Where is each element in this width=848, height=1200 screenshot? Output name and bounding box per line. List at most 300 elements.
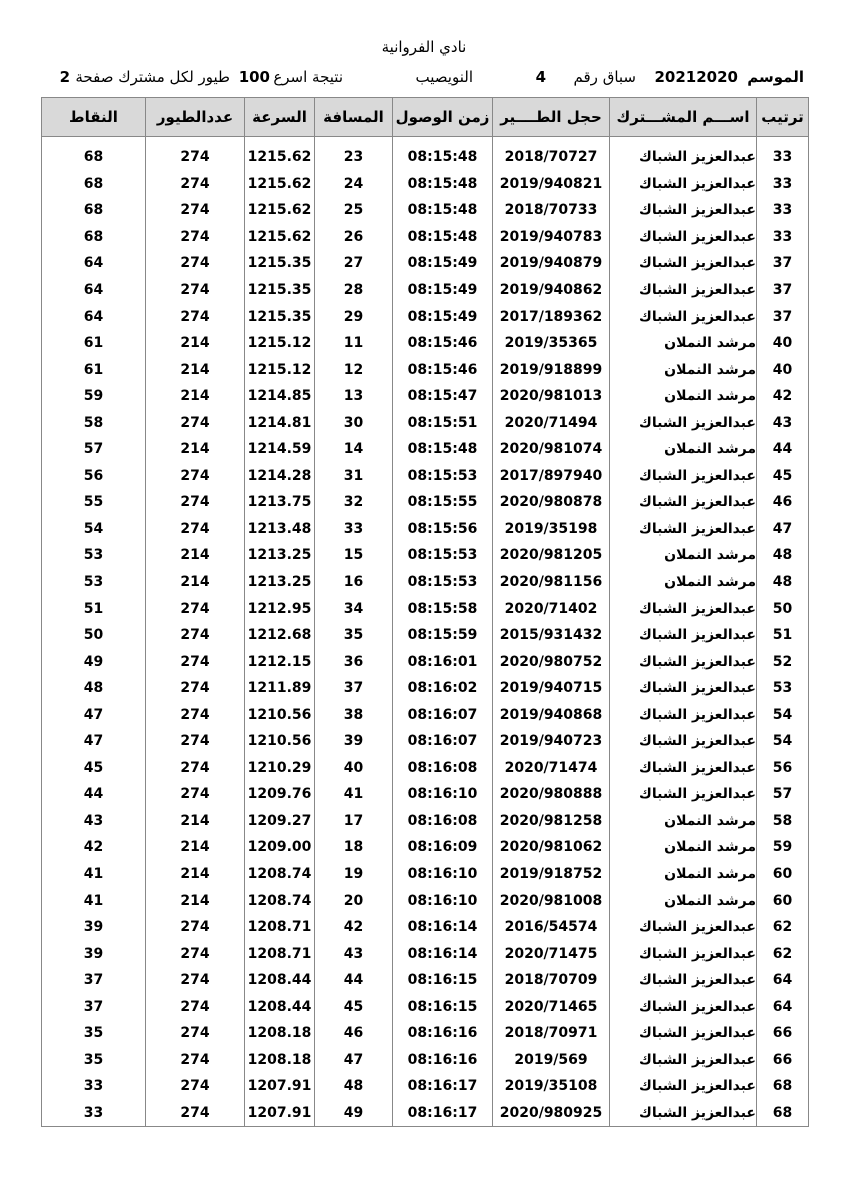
cell-speed: 1207.91 bbox=[245, 1100, 315, 1127]
cell-rank: 58 bbox=[757, 808, 809, 835]
cell-distance: 37 bbox=[315, 675, 393, 702]
table-row bbox=[42, 701, 809, 728]
cell-ring-number: 2020/981008 bbox=[493, 887, 610, 914]
cell-distance: 26 bbox=[315, 224, 393, 251]
cell-bird-count: 274 bbox=[146, 967, 245, 994]
cell-speed: 1215.62 bbox=[245, 197, 315, 224]
cell-arrival-time: 08:16:15 bbox=[393, 967, 493, 994]
cell-arrival-time: 08:15:48 bbox=[393, 436, 493, 463]
cell-ring-number: 2018/70733 bbox=[493, 197, 610, 224]
cell-member-name: عبدالعزيز الشباك bbox=[610, 144, 757, 171]
cell-speed: 1214.28 bbox=[245, 463, 315, 490]
col-ring-number: حجل الطــــير bbox=[493, 98, 610, 137]
cell-arrival-time: 08:15:46 bbox=[393, 356, 493, 383]
cell-member-name: مرشد النملان bbox=[610, 808, 757, 835]
cell-bird-count: 214 bbox=[146, 569, 245, 596]
table-row bbox=[42, 595, 809, 622]
cell-ring-number: 2019/569 bbox=[493, 1047, 610, 1074]
col-bird-count: عددالطيور bbox=[146, 98, 245, 137]
cell-points: 37 bbox=[42, 967, 146, 994]
cell-ring-number: 2020/981258 bbox=[493, 808, 610, 835]
cell-ring-number: 2020/981205 bbox=[493, 542, 610, 569]
cell-points: 56 bbox=[42, 463, 146, 490]
cell-member-name: عبدالعزيز الشباك bbox=[610, 409, 757, 436]
cell-points: 53 bbox=[42, 542, 146, 569]
cell-arrival-time: 08:16:10 bbox=[393, 887, 493, 914]
cell-points: 39 bbox=[42, 914, 146, 941]
cell-bird-count: 274 bbox=[146, 516, 245, 543]
cell-speed: 1215.12 bbox=[245, 356, 315, 383]
cell-bird-count: 214 bbox=[146, 436, 245, 463]
race-name: النويصيب bbox=[415, 68, 473, 86]
cell-points: 44 bbox=[42, 781, 146, 808]
cell-speed: 1211.89 bbox=[245, 675, 315, 702]
table-row bbox=[42, 144, 809, 171]
cell-arrival-time: 08:15:49 bbox=[393, 250, 493, 277]
cell-member-name: مرشد النملان bbox=[610, 569, 757, 596]
spacer-row bbox=[42, 137, 809, 145]
cell-distance: 47 bbox=[315, 1047, 393, 1074]
cell-rank: 46 bbox=[757, 489, 809, 516]
cell-points: 50 bbox=[42, 622, 146, 649]
cell-ring-number: 2019/918752 bbox=[493, 861, 610, 888]
cell-points: 64 bbox=[42, 277, 146, 304]
cell-member-name: مرشد النملان bbox=[610, 330, 757, 357]
cell-bird-count: 274 bbox=[146, 701, 245, 728]
race-number-label: سباق رقم bbox=[573, 68, 636, 86]
col-distance: المسافة bbox=[315, 98, 393, 137]
cell-member-name: مرشد النملان bbox=[610, 887, 757, 914]
cell-bird-count: 274 bbox=[146, 1047, 245, 1074]
cell-bird-count: 274 bbox=[146, 1100, 245, 1127]
cell-arrival-time: 08:16:16 bbox=[393, 1047, 493, 1074]
cell-ring-number: 2017/897940 bbox=[493, 463, 610, 490]
cell-speed: 1209.00 bbox=[245, 834, 315, 861]
cell-arrival-time: 08:16:08 bbox=[393, 808, 493, 835]
cell-ring-number: 2020/981013 bbox=[493, 383, 610, 410]
cell-rank: 40 bbox=[757, 330, 809, 357]
cell-points: 61 bbox=[42, 330, 146, 357]
table-row bbox=[42, 728, 809, 755]
cell-speed: 1208.74 bbox=[245, 887, 315, 914]
cell-arrival-time: 08:16:10 bbox=[393, 781, 493, 808]
cell-ring-number: 2020/981156 bbox=[493, 569, 610, 596]
cell-points: 68 bbox=[42, 197, 146, 224]
cell-distance: 46 bbox=[315, 1020, 393, 1047]
cell-speed: 1215.35 bbox=[245, 303, 315, 330]
table-row bbox=[42, 330, 809, 357]
cell-speed: 1215.62 bbox=[245, 171, 315, 198]
cell-rank: 66 bbox=[757, 1020, 809, 1047]
cell-bird-count: 274 bbox=[146, 463, 245, 490]
cell-ring-number: 2020/71474 bbox=[493, 755, 610, 782]
table-row bbox=[42, 171, 809, 198]
cell-bird-count: 214 bbox=[146, 330, 245, 357]
cell-member-name: عبدالعزيز الشباك bbox=[610, 648, 757, 675]
cell-distance: 12 bbox=[315, 356, 393, 383]
cell-speed: 1215.35 bbox=[245, 277, 315, 304]
cell-ring-number: 2019/35198 bbox=[493, 516, 610, 543]
cell-distance: 11 bbox=[315, 330, 393, 357]
cell-rank: 50 bbox=[757, 595, 809, 622]
cell-points: 68 bbox=[42, 144, 146, 171]
cell-bird-count: 214 bbox=[146, 356, 245, 383]
cell-speed: 1210.56 bbox=[245, 701, 315, 728]
cell-distance: 33 bbox=[315, 516, 393, 543]
cell-points: 37 bbox=[42, 994, 146, 1021]
table-row bbox=[42, 250, 809, 277]
cell-bird-count: 274 bbox=[146, 755, 245, 782]
cell-member-name: عبدالعزيز الشباك bbox=[610, 516, 757, 543]
table-row bbox=[42, 648, 809, 675]
cell-points: 48 bbox=[42, 675, 146, 702]
cell-bird-count: 274 bbox=[146, 409, 245, 436]
cell-rank: 47 bbox=[757, 516, 809, 543]
cell-ring-number: 2020/71465 bbox=[493, 994, 610, 1021]
cell-points: 51 bbox=[42, 595, 146, 622]
col-member-name: اســـم المشـــترك bbox=[610, 98, 757, 137]
cell-rank: 37 bbox=[757, 303, 809, 330]
cell-ring-number: 2020/71494 bbox=[493, 409, 610, 436]
table-row bbox=[42, 409, 809, 436]
cell-rank: 40 bbox=[757, 356, 809, 383]
cell-arrival-time: 08:15:59 bbox=[393, 622, 493, 649]
cell-points: 61 bbox=[42, 356, 146, 383]
table-row bbox=[42, 542, 809, 569]
cell-bird-count: 214 bbox=[146, 861, 245, 888]
table-row bbox=[42, 356, 809, 383]
table-row bbox=[42, 781, 809, 808]
cell-points: 33 bbox=[42, 1073, 146, 1100]
cell-points: 68 bbox=[42, 224, 146, 251]
cell-rank: 48 bbox=[757, 542, 809, 569]
cell-rank: 62 bbox=[757, 940, 809, 967]
cell-arrival-time: 08:15:56 bbox=[393, 516, 493, 543]
cell-rank: 59 bbox=[757, 834, 809, 861]
cell-bird-count: 274 bbox=[146, 675, 245, 702]
cell-bird-count: 274 bbox=[146, 197, 245, 224]
cell-bird-count: 274 bbox=[146, 489, 245, 516]
cell-bird-count: 274 bbox=[146, 303, 245, 330]
cell-speed: 1208.71 bbox=[245, 940, 315, 967]
table-row bbox=[42, 994, 809, 1021]
cell-speed: 1208.18 bbox=[245, 1047, 315, 1074]
cell-points: 49 bbox=[42, 648, 146, 675]
cell-points: 35 bbox=[42, 1047, 146, 1074]
cell-bird-count: 274 bbox=[146, 144, 245, 171]
cell-points: 64 bbox=[42, 303, 146, 330]
table-row bbox=[42, 808, 809, 835]
table-row bbox=[42, 622, 809, 649]
table-row bbox=[42, 755, 809, 782]
cell-points: 41 bbox=[42, 887, 146, 914]
cell-ring-number: 2020/980752 bbox=[493, 648, 610, 675]
cell-arrival-time: 08:15:53 bbox=[393, 463, 493, 490]
cell-distance: 34 bbox=[315, 595, 393, 622]
cell-distance: 32 bbox=[315, 489, 393, 516]
cell-member-name: مرشد النملان bbox=[610, 436, 757, 463]
cell-speed: 1213.25 bbox=[245, 569, 315, 596]
cell-arrival-time: 08:15:53 bbox=[393, 569, 493, 596]
cell-member-name: عبدالعزيز الشباك bbox=[610, 1047, 757, 1074]
cell-distance: 17 bbox=[315, 808, 393, 835]
cell-rank: 48 bbox=[757, 569, 809, 596]
cell-distance: 19 bbox=[315, 861, 393, 888]
cell-rank: 42 bbox=[757, 383, 809, 410]
cell-distance: 23 bbox=[315, 144, 393, 171]
cell-bird-count: 274 bbox=[146, 994, 245, 1021]
cell-member-name: عبدالعزيز الشباك bbox=[610, 1073, 757, 1100]
table-row bbox=[42, 277, 809, 304]
cell-arrival-time: 08:16:17 bbox=[393, 1073, 493, 1100]
cell-arrival-time: 08:15:48 bbox=[393, 197, 493, 224]
cell-speed: 1215.12 bbox=[245, 330, 315, 357]
col-points: النقاط bbox=[42, 98, 146, 137]
race-info-line bbox=[0, 68, 848, 90]
cell-points: 45 bbox=[42, 755, 146, 782]
cell-distance: 48 bbox=[315, 1073, 393, 1100]
cell-distance: 27 bbox=[315, 250, 393, 277]
cell-ring-number: 2020/71402 bbox=[493, 595, 610, 622]
cell-rank: 33 bbox=[757, 224, 809, 251]
cell-member-name: عبدالعزيز الشباك bbox=[610, 250, 757, 277]
table-row bbox=[42, 940, 809, 967]
cell-arrival-time: 08:15:53 bbox=[393, 542, 493, 569]
table-row bbox=[42, 224, 809, 251]
cell-member-name: مرشد النملان bbox=[610, 383, 757, 410]
cell-member-name: عبدالعزيز الشباك bbox=[610, 701, 757, 728]
cell-points: 55 bbox=[42, 489, 146, 516]
cell-speed: 1207.91 bbox=[245, 1073, 315, 1100]
cell-rank: 62 bbox=[757, 914, 809, 941]
table-row bbox=[42, 914, 809, 941]
cell-rank: 43 bbox=[757, 409, 809, 436]
cell-member-name: عبدالعزيز الشباك bbox=[610, 1100, 757, 1127]
cell-arrival-time: 08:16:09 bbox=[393, 834, 493, 861]
cell-ring-number: 2015/931432 bbox=[493, 622, 610, 649]
table-row bbox=[42, 1047, 809, 1074]
cell-ring-number: 2019/35365 bbox=[493, 330, 610, 357]
cell-speed: 1215.62 bbox=[245, 144, 315, 171]
cell-points: 57 bbox=[42, 436, 146, 463]
cell-ring-number: 2019/940723 bbox=[493, 728, 610, 755]
cell-member-name: مرشد النملان bbox=[610, 834, 757, 861]
cell-points: 41 bbox=[42, 861, 146, 888]
cell-speed: 1213.48 bbox=[245, 516, 315, 543]
cell-speed: 1214.59 bbox=[245, 436, 315, 463]
cell-rank: 60 bbox=[757, 861, 809, 888]
cell-ring-number: 2020/980888 bbox=[493, 781, 610, 808]
cell-distance: 15 bbox=[315, 542, 393, 569]
cell-bird-count: 274 bbox=[146, 1073, 245, 1100]
cell-arrival-time: 08:15:58 bbox=[393, 595, 493, 622]
cell-distance: 36 bbox=[315, 648, 393, 675]
cell-bird-count: 274 bbox=[146, 171, 245, 198]
cell-ring-number: 2019/940715 bbox=[493, 675, 610, 702]
cell-arrival-time: 08:16:01 bbox=[393, 648, 493, 675]
cell-bird-count: 274 bbox=[146, 622, 245, 649]
cell-member-name: مرشد النملان bbox=[610, 861, 757, 888]
cell-member-name: عبدالعزيز الشباك bbox=[610, 489, 757, 516]
cell-ring-number: 2018/70727 bbox=[493, 144, 610, 171]
cell-arrival-time: 08:15:47 bbox=[393, 383, 493, 410]
cell-arrival-time: 08:15:48 bbox=[393, 224, 493, 251]
table-row bbox=[42, 303, 809, 330]
cell-bird-count: 274 bbox=[146, 940, 245, 967]
cell-arrival-time: 08:16:14 bbox=[393, 940, 493, 967]
cell-points: 33 bbox=[42, 1100, 146, 1127]
col-arrival-time: زمن الوصول bbox=[393, 98, 493, 137]
cell-distance: 31 bbox=[315, 463, 393, 490]
page-number: 2 bbox=[59, 68, 70, 86]
cell-bird-count: 214 bbox=[146, 383, 245, 410]
table-row bbox=[42, 436, 809, 463]
cell-arrival-time: 08:15:46 bbox=[393, 330, 493, 357]
cell-points: 47 bbox=[42, 728, 146, 755]
cell-bird-count: 214 bbox=[146, 834, 245, 861]
results-body bbox=[42, 137, 809, 1127]
cell-speed: 1212.68 bbox=[245, 622, 315, 649]
cell-member-name: عبدالعزيز الشباك bbox=[610, 171, 757, 198]
results-table bbox=[41, 97, 809, 1127]
cell-speed: 1215.62 bbox=[245, 224, 315, 251]
cell-ring-number: 2019/940862 bbox=[493, 277, 610, 304]
cell-speed: 1215.35 bbox=[245, 250, 315, 277]
cell-ring-number: 2019/940879 bbox=[493, 250, 610, 277]
season-value: 20212020 bbox=[654, 68, 738, 86]
cell-distance: 41 bbox=[315, 781, 393, 808]
cell-rank: 53 bbox=[757, 675, 809, 702]
table-row bbox=[42, 1073, 809, 1100]
cell-points: 35 bbox=[42, 1020, 146, 1047]
cell-rank: 51 bbox=[757, 622, 809, 649]
cell-points: 39 bbox=[42, 940, 146, 967]
cell-rank: 33 bbox=[757, 144, 809, 171]
cell-distance: 25 bbox=[315, 197, 393, 224]
cell-ring-number: 2019/918899 bbox=[493, 356, 610, 383]
cell-arrival-time: 08:16:15 bbox=[393, 994, 493, 1021]
cell-member-name: عبدالعزيز الشباك bbox=[610, 277, 757, 304]
cell-arrival-time: 08:16:14 bbox=[393, 914, 493, 941]
cell-rank: 37 bbox=[757, 250, 809, 277]
cell-arrival-time: 08:16:02 bbox=[393, 675, 493, 702]
cell-rank: 54 bbox=[757, 728, 809, 755]
cell-distance: 42 bbox=[315, 914, 393, 941]
cell-rank: 54 bbox=[757, 701, 809, 728]
cell-points: 58 bbox=[42, 409, 146, 436]
cell-bird-count: 274 bbox=[146, 277, 245, 304]
cell-ring-number: 2018/70971 bbox=[493, 1020, 610, 1047]
cell-speed: 1213.75 bbox=[245, 489, 315, 516]
cell-member-name: عبدالعزيز الشباك bbox=[610, 781, 757, 808]
cell-rank: 44 bbox=[757, 436, 809, 463]
cell-member-name: عبدالعزيز الشباك bbox=[610, 595, 757, 622]
cell-speed: 1210.56 bbox=[245, 728, 315, 755]
cell-distance: 28 bbox=[315, 277, 393, 304]
season-label: الموسم bbox=[747, 68, 804, 86]
cell-bird-count: 214 bbox=[146, 887, 245, 914]
cell-points: 43 bbox=[42, 808, 146, 835]
cell-ring-number: 2019/940868 bbox=[493, 701, 610, 728]
table-row bbox=[42, 463, 809, 490]
cell-member-name: عبدالعزيز الشباك bbox=[610, 994, 757, 1021]
cell-speed: 1213.25 bbox=[245, 542, 315, 569]
table-row bbox=[42, 834, 809, 861]
cell-arrival-time: 08:15:55 bbox=[393, 489, 493, 516]
cell-distance: 40 bbox=[315, 755, 393, 782]
cell-bird-count: 214 bbox=[146, 542, 245, 569]
cell-member-name: عبدالعزيز الشباك bbox=[610, 622, 757, 649]
cell-bird-count: 274 bbox=[146, 595, 245, 622]
cell-member-name: عبدالعزيز الشباك bbox=[610, 1020, 757, 1047]
cell-arrival-time: 08:15:48 bbox=[393, 144, 493, 171]
cell-rank: 45 bbox=[757, 463, 809, 490]
cell-member-name: عبدالعزيز الشباك bbox=[610, 755, 757, 782]
table-row bbox=[42, 967, 809, 994]
cell-bird-count: 274 bbox=[146, 648, 245, 675]
cell-distance: 49 bbox=[315, 1100, 393, 1127]
cell-speed: 1208.18 bbox=[245, 1020, 315, 1047]
cell-rank: 64 bbox=[757, 994, 809, 1021]
cell-speed: 1208.44 bbox=[245, 967, 315, 994]
cell-points: 59 bbox=[42, 383, 146, 410]
cell-rank: 57 bbox=[757, 781, 809, 808]
cell-ring-number: 2018/70709 bbox=[493, 967, 610, 994]
cell-member-name: عبدالعزيز الشباك bbox=[610, 940, 757, 967]
cell-rank: 33 bbox=[757, 171, 809, 198]
cell-speed: 1208.74 bbox=[245, 861, 315, 888]
cell-ring-number: 2020/980925 bbox=[493, 1100, 610, 1127]
col-rank: ترتيب bbox=[757, 98, 809, 137]
cell-bird-count: 274 bbox=[146, 781, 245, 808]
cell-rank: 60 bbox=[757, 887, 809, 914]
cell-points: 54 bbox=[42, 516, 146, 543]
cell-distance: 39 bbox=[315, 728, 393, 755]
cell-member-name: عبدالعزيز الشباك bbox=[610, 675, 757, 702]
table-row bbox=[42, 197, 809, 224]
cell-ring-number: 2017/189362 bbox=[493, 303, 610, 330]
cell-member-name: عبدالعزيز الشباك bbox=[610, 303, 757, 330]
cell-rank: 56 bbox=[757, 755, 809, 782]
table-row bbox=[42, 516, 809, 543]
cell-bird-count: 274 bbox=[146, 250, 245, 277]
col-speed: السرعة bbox=[245, 98, 315, 137]
cell-arrival-time: 08:16:10 bbox=[393, 861, 493, 888]
cell-rank: 37 bbox=[757, 277, 809, 304]
cell-rank: 52 bbox=[757, 648, 809, 675]
cell-distance: 20 bbox=[315, 887, 393, 914]
cell-speed: 1208.71 bbox=[245, 914, 315, 941]
cell-distance: 18 bbox=[315, 834, 393, 861]
table-row bbox=[42, 1100, 809, 1127]
cell-ring-number: 2019/35108 bbox=[493, 1073, 610, 1100]
cell-member-name: عبدالعزيز الشباك bbox=[610, 728, 757, 755]
cell-arrival-time: 08:16:08 bbox=[393, 755, 493, 782]
cell-distance: 35 bbox=[315, 622, 393, 649]
cell-ring-number: 2020/981062 bbox=[493, 834, 610, 861]
cell-bird-count: 274 bbox=[146, 1020, 245, 1047]
cell-points: 53 bbox=[42, 569, 146, 596]
cell-member-name: عبدالعزيز الشباك bbox=[610, 967, 757, 994]
cell-distance: 43 bbox=[315, 940, 393, 967]
cell-speed: 1212.15 bbox=[245, 648, 315, 675]
cell-distance: 29 bbox=[315, 303, 393, 330]
cell-speed: 1212.95 bbox=[245, 595, 315, 622]
table-row bbox=[42, 383, 809, 410]
cell-distance: 44 bbox=[315, 967, 393, 994]
cell-rank: 68 bbox=[757, 1100, 809, 1127]
table-row bbox=[42, 1020, 809, 1047]
